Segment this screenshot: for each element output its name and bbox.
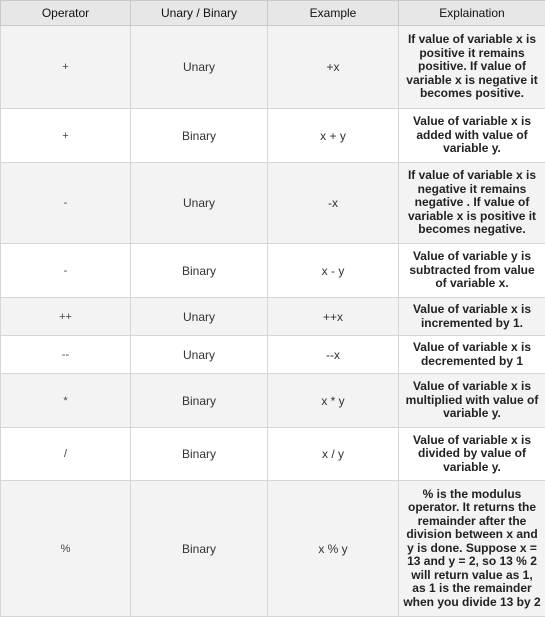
example-cell: x - y (268, 244, 399, 298)
example-cell: x * y (268, 374, 399, 428)
operator-cell: - (1, 163, 131, 244)
example-cell: x % y (268, 481, 399, 617)
explanation-cell: Value of variable x is incremented by 1. (399, 298, 545, 336)
kind-cell: Unary (131, 26, 268, 109)
explanation-cell: % is the modulus operator. It returns the remainder after the division between x and y is done. Suppose x = 13 and y = 2, so 13 % 2 will return value as 1, as 1 is the remainder when you divide 13 by 2 (399, 481, 545, 617)
header-explanation: Explaination (399, 1, 545, 26)
table-row (1, 481, 545, 617)
operator-cell: + (1, 26, 131, 109)
table-row (1, 374, 545, 428)
operator-cell: * (1, 374, 131, 428)
operator-cell: ++ (1, 298, 131, 336)
header-example: Example (268, 1, 399, 26)
table-row (1, 298, 545, 336)
example-cell: +x (268, 26, 399, 109)
kind-cell: Binary (131, 244, 268, 298)
table-row (1, 109, 545, 163)
explanation-cell: If value of variable x is negative it remains negative . If value of variable x is positive it becomes negative. (399, 163, 545, 244)
kind-cell: Binary (131, 374, 268, 428)
explanation-cell: If value of variable x is positive it remains positive. If value of variable x is negative it becomes positive. (399, 26, 545, 109)
operator-cell: / (1, 428, 131, 481)
kind-cell: Unary (131, 163, 268, 244)
operator-cell: % (1, 481, 131, 617)
kind-cell: Unary (131, 336, 268, 374)
table-row (1, 244, 545, 298)
example-cell: ++x (268, 298, 399, 336)
operator-cell: -- (1, 336, 131, 374)
table-row (1, 428, 545, 481)
example-cell: x + y (268, 109, 399, 163)
explanation-cell: Value of variable y is subtracted from value of variable x. (399, 244, 545, 298)
example-cell: --x (268, 336, 399, 374)
table-header-row (1, 1, 545, 26)
table-row (1, 26, 545, 109)
operator-cell: - (1, 244, 131, 298)
header-operator: Operator (1, 1, 131, 26)
operator-cell: + (1, 109, 131, 163)
table-row (1, 336, 545, 374)
example-cell: -x (268, 163, 399, 244)
example-cell: x / y (268, 428, 399, 481)
header-unary-binary: Unary / Binary (131, 1, 268, 26)
kind-cell: Unary (131, 298, 268, 336)
kind-cell: Binary (131, 481, 268, 617)
explanation-cell: Value of variable x is multiplied with value of variable y. (399, 374, 545, 428)
explanation-cell: Value of variable x is divided by value of variable y. (399, 428, 545, 481)
kind-cell: Binary (131, 109, 268, 163)
explanation-cell: Value of variable x is added with value of variable y. (399, 109, 545, 163)
explanation-cell: Value of variable x is decremented by 1 (399, 336, 545, 374)
table-row (1, 163, 545, 244)
kind-cell: Binary (131, 428, 268, 481)
